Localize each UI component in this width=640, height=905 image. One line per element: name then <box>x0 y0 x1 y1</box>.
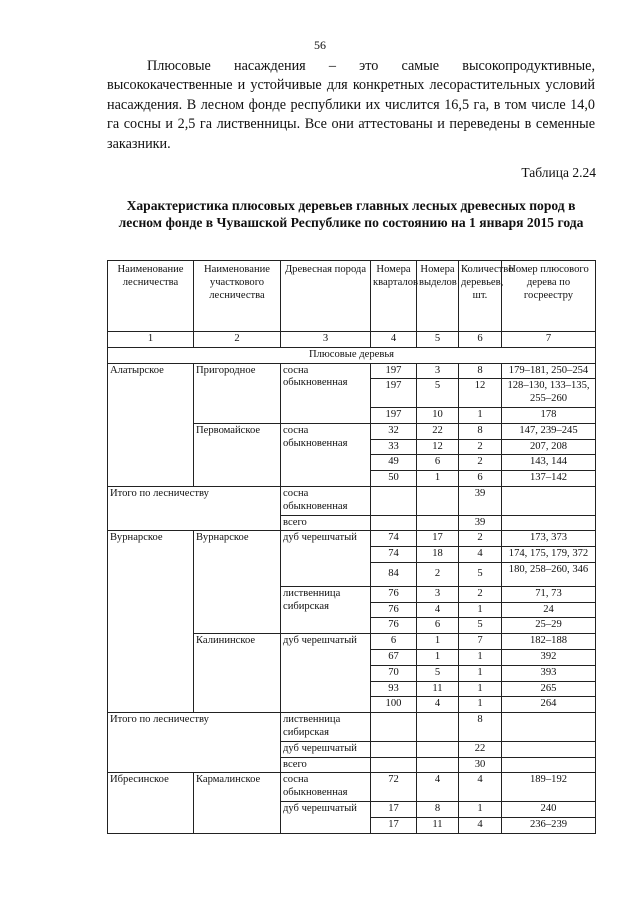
plot-cell: 18 <box>417 547 459 563</box>
quarter-cell: 17 <box>371 817 417 833</box>
species-cell: сосна обыкновенная <box>281 773 371 802</box>
registry-cell: 25–29 <box>502 618 596 634</box>
district-cell: Калининское <box>194 634 281 713</box>
column-number: 1 <box>108 332 194 348</box>
count-cell: 2 <box>459 531 502 547</box>
count-cell: 8 <box>459 423 502 439</box>
quarter-cell: 50 <box>371 471 417 487</box>
plot-cell: 17 <box>417 531 459 547</box>
header-cell: Номер плюсового дерева по госреестру <box>502 261 596 332</box>
plot-cell: 4 <box>417 697 459 713</box>
quarter-cell: 72 <box>371 773 417 802</box>
count-cell: 1 <box>459 649 502 665</box>
empty-cell <box>502 713 596 742</box>
empty-cell <box>417 486 459 515</box>
species-cell: дуб черешчатый <box>281 801 371 833</box>
registry-cell: 182–188 <box>502 634 596 650</box>
count-cell: 8 <box>459 713 502 742</box>
plot-cell: 6 <box>417 455 459 471</box>
count-cell: 12 <box>459 379 502 408</box>
column-number: 3 <box>281 332 371 348</box>
section-row <box>108 347 596 363</box>
count-cell: 2 <box>459 455 502 471</box>
forestry-cell: Вурнарское <box>108 531 194 713</box>
registry-cell: 173, 373 <box>502 531 596 547</box>
registry-cell: 240 <box>502 801 596 817</box>
count-cell: 1 <box>459 801 502 817</box>
count-cell: 1 <box>459 681 502 697</box>
column-number-row <box>108 332 596 348</box>
empty-cell <box>502 741 596 757</box>
table-row <box>108 363 596 379</box>
quarter-cell: 49 <box>371 455 417 471</box>
plot-cell: 4 <box>417 602 459 618</box>
registry-cell: 264 <box>502 697 596 713</box>
table-row <box>108 531 596 547</box>
plot-cell: 1 <box>417 649 459 665</box>
empty-cell <box>502 486 596 515</box>
page-number: 56 <box>314 38 326 52</box>
empty-cell <box>371 757 417 773</box>
table-row <box>108 486 596 515</box>
count-cell: 2 <box>459 586 502 602</box>
count-cell: 5 <box>459 562 502 586</box>
empty-cell <box>417 757 459 773</box>
empty-cell <box>371 713 417 742</box>
plot-cell: 8 <box>417 801 459 817</box>
count-cell: 22 <box>459 741 502 757</box>
quarter-cell: 197 <box>371 379 417 408</box>
species-cell: всего <box>281 757 371 773</box>
empty-cell <box>502 515 596 531</box>
header-cell: Номера выделов <box>417 261 459 332</box>
species-cell: лиственница сибирская <box>281 586 371 633</box>
registry-cell: 393 <box>502 665 596 681</box>
plot-cell: 10 <box>417 407 459 423</box>
intro-paragraph: Плюсовые насаждения – это самые высокопродуктивные, высококачественные и устойчивые для конкретных лесорастительных условий насаждения. В лесном фонде республики их числится 16,5 га, в том числе 14,0 га сосны и 2,5 га лиственницы. Все они аттестованы и переведены в семенные заказники. <box>107 58 595 152</box>
species-cell: всего <box>281 515 371 531</box>
count-cell: 5 <box>459 618 502 634</box>
total-label-cell: Итого по лесничеству <box>108 486 281 530</box>
registry-cell: 265 <box>502 681 596 697</box>
district-cell: Первомайское <box>194 423 281 486</box>
registry-cell: 147, 239–245 <box>502 423 596 439</box>
quarter-cell: 100 <box>371 697 417 713</box>
table-row <box>108 773 596 802</box>
empty-cell <box>417 741 459 757</box>
count-cell: 2 <box>459 439 502 455</box>
forestry-cell: Алатырское <box>108 363 194 486</box>
plot-cell: 6 <box>417 618 459 634</box>
quarter-cell: 74 <box>371 531 417 547</box>
trees-table <box>107 260 596 834</box>
registry-cell: 143, 144 <box>502 455 596 471</box>
empty-cell <box>417 713 459 742</box>
column-number: 6 <box>459 332 502 348</box>
quarter-cell: 6 <box>371 634 417 650</box>
species-cell: дуб черешчатый <box>281 634 371 713</box>
registry-cell: 137–142 <box>502 471 596 487</box>
plot-cell: 3 <box>417 363 459 379</box>
species-cell: сосна обыкновенная <box>281 363 371 423</box>
registry-cell: 179–181, 250–254 <box>502 363 596 379</box>
registry-cell: 174, 175, 179, 372 <box>502 547 596 563</box>
plot-cell: 4 <box>417 773 459 802</box>
species-cell: сосна обыкновенная <box>281 423 371 486</box>
count-cell: 1 <box>459 697 502 713</box>
column-number: 4 <box>371 332 417 348</box>
count-cell: 39 <box>459 515 502 531</box>
quarter-cell: 197 <box>371 363 417 379</box>
quarter-cell: 74 <box>371 547 417 563</box>
column-number: 2 <box>194 332 281 348</box>
quarter-cell: 93 <box>371 681 417 697</box>
registry-cell: 180, 258–260, 346 <box>502 562 596 586</box>
district-cell: Кармалинское <box>194 773 281 833</box>
registry-cell: 189–192 <box>502 773 596 802</box>
quarter-cell: 76 <box>371 602 417 618</box>
plot-cell: 12 <box>417 439 459 455</box>
plot-cell: 5 <box>417 379 459 408</box>
plot-cell: 11 <box>417 681 459 697</box>
header-cell: Количество деревьев, шт. <box>459 261 502 332</box>
registry-cell: 207, 208 <box>502 439 596 455</box>
header-cell: Наименование лесничества <box>108 261 194 332</box>
header-cell: Древесная порода <box>281 261 371 332</box>
plot-cell: 3 <box>417 586 459 602</box>
plot-cell: 5 <box>417 665 459 681</box>
table-label: Таблица 2.24 <box>521 165 596 180</box>
species-cell: дуб черешчатый <box>281 741 371 757</box>
quarter-cell: 84 <box>371 562 417 586</box>
count-cell: 1 <box>459 602 502 618</box>
quarter-cell: 33 <box>371 439 417 455</box>
district-cell: Пригородное <box>194 363 281 423</box>
count-cell: 4 <box>459 773 502 802</box>
quarter-cell: 67 <box>371 649 417 665</box>
header-row <box>108 261 596 332</box>
species-cell: сосна обыкновенная <box>281 486 371 515</box>
empty-cell <box>371 515 417 531</box>
count-cell: 7 <box>459 634 502 650</box>
plot-cell: 2 <box>417 562 459 586</box>
registry-cell: 236–239 <box>502 817 596 833</box>
empty-cell <box>371 486 417 515</box>
forestry-cell: Ибресинское <box>108 773 194 833</box>
count-cell: 30 <box>459 757 502 773</box>
count-cell: 6 <box>459 471 502 487</box>
registry-cell: 71, 73 <box>502 586 596 602</box>
table-title: Характеристика плюсовых деревьев главных лесных древесных пород в лесном фонде в Чувашской Республике по состоянию на 1 января 2015 года <box>118 198 584 230</box>
quarter-cell: 197 <box>371 407 417 423</box>
plot-cell: 22 <box>417 423 459 439</box>
header-cell: Наименование участкового лесничества <box>194 261 281 332</box>
quarter-cell: 17 <box>371 801 417 817</box>
empty-cell <box>502 757 596 773</box>
count-cell: 8 <box>459 363 502 379</box>
count-cell: 39 <box>459 486 502 515</box>
table-row <box>108 713 596 742</box>
registry-cell: 178 <box>502 407 596 423</box>
header-cell: Номера кварталов <box>371 261 417 332</box>
quarter-cell: 76 <box>371 586 417 602</box>
quarter-cell: 76 <box>371 618 417 634</box>
species-cell: дуб черешчатый <box>281 531 371 586</box>
plot-cell: 1 <box>417 634 459 650</box>
count-cell: 4 <box>459 817 502 833</box>
empty-cell <box>371 741 417 757</box>
registry-cell: 24 <box>502 602 596 618</box>
empty-cell <box>417 515 459 531</box>
column-number: 7 <box>502 332 596 348</box>
count-cell: 1 <box>459 665 502 681</box>
quarter-cell: 70 <box>371 665 417 681</box>
column-number: 5 <box>417 332 459 348</box>
count-cell: 1 <box>459 407 502 423</box>
species-cell: лиственница сибирская <box>281 713 371 742</box>
plot-cell: 11 <box>417 817 459 833</box>
registry-cell: 128–130, 133–135, 255–260 <box>502 379 596 408</box>
district-cell: Вурнарское <box>194 531 281 634</box>
registry-cell: 392 <box>502 649 596 665</box>
plot-cell: 1 <box>417 471 459 487</box>
quarter-cell: 32 <box>371 423 417 439</box>
count-cell: 4 <box>459 547 502 563</box>
total-label-cell: Итого по лесничеству <box>108 713 281 773</box>
section-title: Плюсовые деревья <box>108 347 596 363</box>
